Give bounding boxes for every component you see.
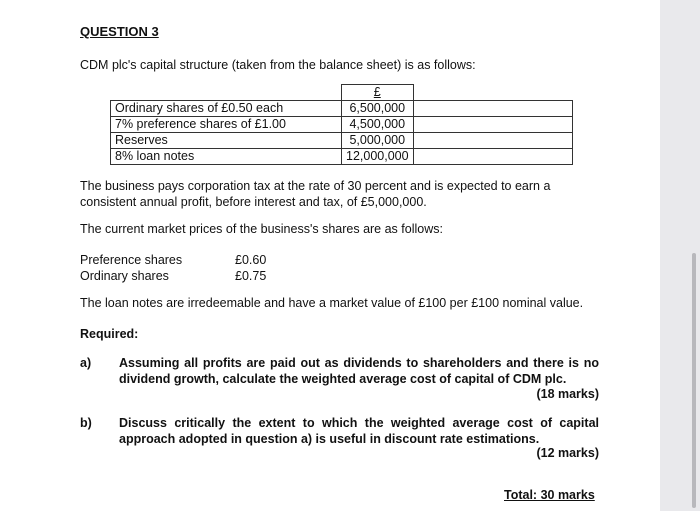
table-header-spacer: [413, 85, 572, 101]
share-prices-list: [80, 252, 266, 284]
prices-intro: The current market prices of the business's shares are as follows:: [80, 222, 443, 236]
price-name: Preference shares: [80, 253, 183, 267]
row-label: Ordinary shares of £0.50 each: [111, 101, 342, 117]
item-text: Discuss critically the extent to which the weighted average cost of capital approach adopted in question a) is useful in discount rate estimations.: [119, 416, 599, 446]
price-value: £0.75: [235, 269, 267, 283]
row-label: Reserves: [111, 133, 342, 149]
row-value: 4,500,000: [342, 117, 414, 133]
table-row: [111, 101, 573, 117]
capital-structure-table: [110, 84, 573, 165]
table-row: [111, 149, 573, 165]
vertical-scrollbar[interactable]: [692, 253, 696, 508]
table-row: [111, 133, 573, 149]
total-marks: Total: 30 marks: [504, 488, 595, 502]
row-label: 7% preference shares of £1.00: [111, 117, 342, 133]
loan-paragraph: The loan notes are irredeemable and have a market value of £100 per £100 nominal value.: [80, 296, 584, 310]
question-item-a: [80, 355, 599, 405]
question-item-b: [80, 415, 599, 465]
item-text: Assuming all profits are paid out as dividends to shareholders and there is no dividend growth, calculate the weighted average cost of capital of CDM plc.: [119, 356, 599, 386]
row-spacer: [413, 133, 572, 149]
price-name: Ordinary shares: [80, 269, 169, 283]
question-title: QUESTION 3: [80, 24, 159, 39]
table-header-blank: [111, 85, 342, 101]
list-item: [80, 252, 266, 268]
item-label: a): [80, 356, 92, 370]
row-spacer: [413, 149, 572, 165]
list-item: [80, 268, 266, 284]
required-label: Required:: [80, 327, 139, 341]
item-marks: (12 marks): [536, 446, 599, 460]
item-label: b): [80, 416, 92, 430]
row-spacer: [413, 101, 572, 117]
row-value: 12,000,000: [342, 149, 414, 165]
intro-text: CDM plc's capital structure (taken from the balance sheet) is as follows:: [80, 58, 476, 72]
row-value: 5,000,000: [342, 133, 414, 149]
table-header-row: [111, 85, 573, 101]
currency-header: £: [342, 85, 414, 101]
table-row: [111, 117, 573, 133]
price-value: £0.60: [235, 253, 267, 267]
tax-paragraph: The business pays corporation tax at the rate of 30 percent and is expected to earn a consistent annual profit, before interest and tax, of £5,000,000.: [80, 179, 551, 209]
row-label: 8% loan notes: [111, 149, 342, 165]
row-spacer: [413, 117, 572, 133]
row-value: 6,500,000: [342, 101, 414, 117]
item-marks: (18 marks): [536, 387, 599, 401]
